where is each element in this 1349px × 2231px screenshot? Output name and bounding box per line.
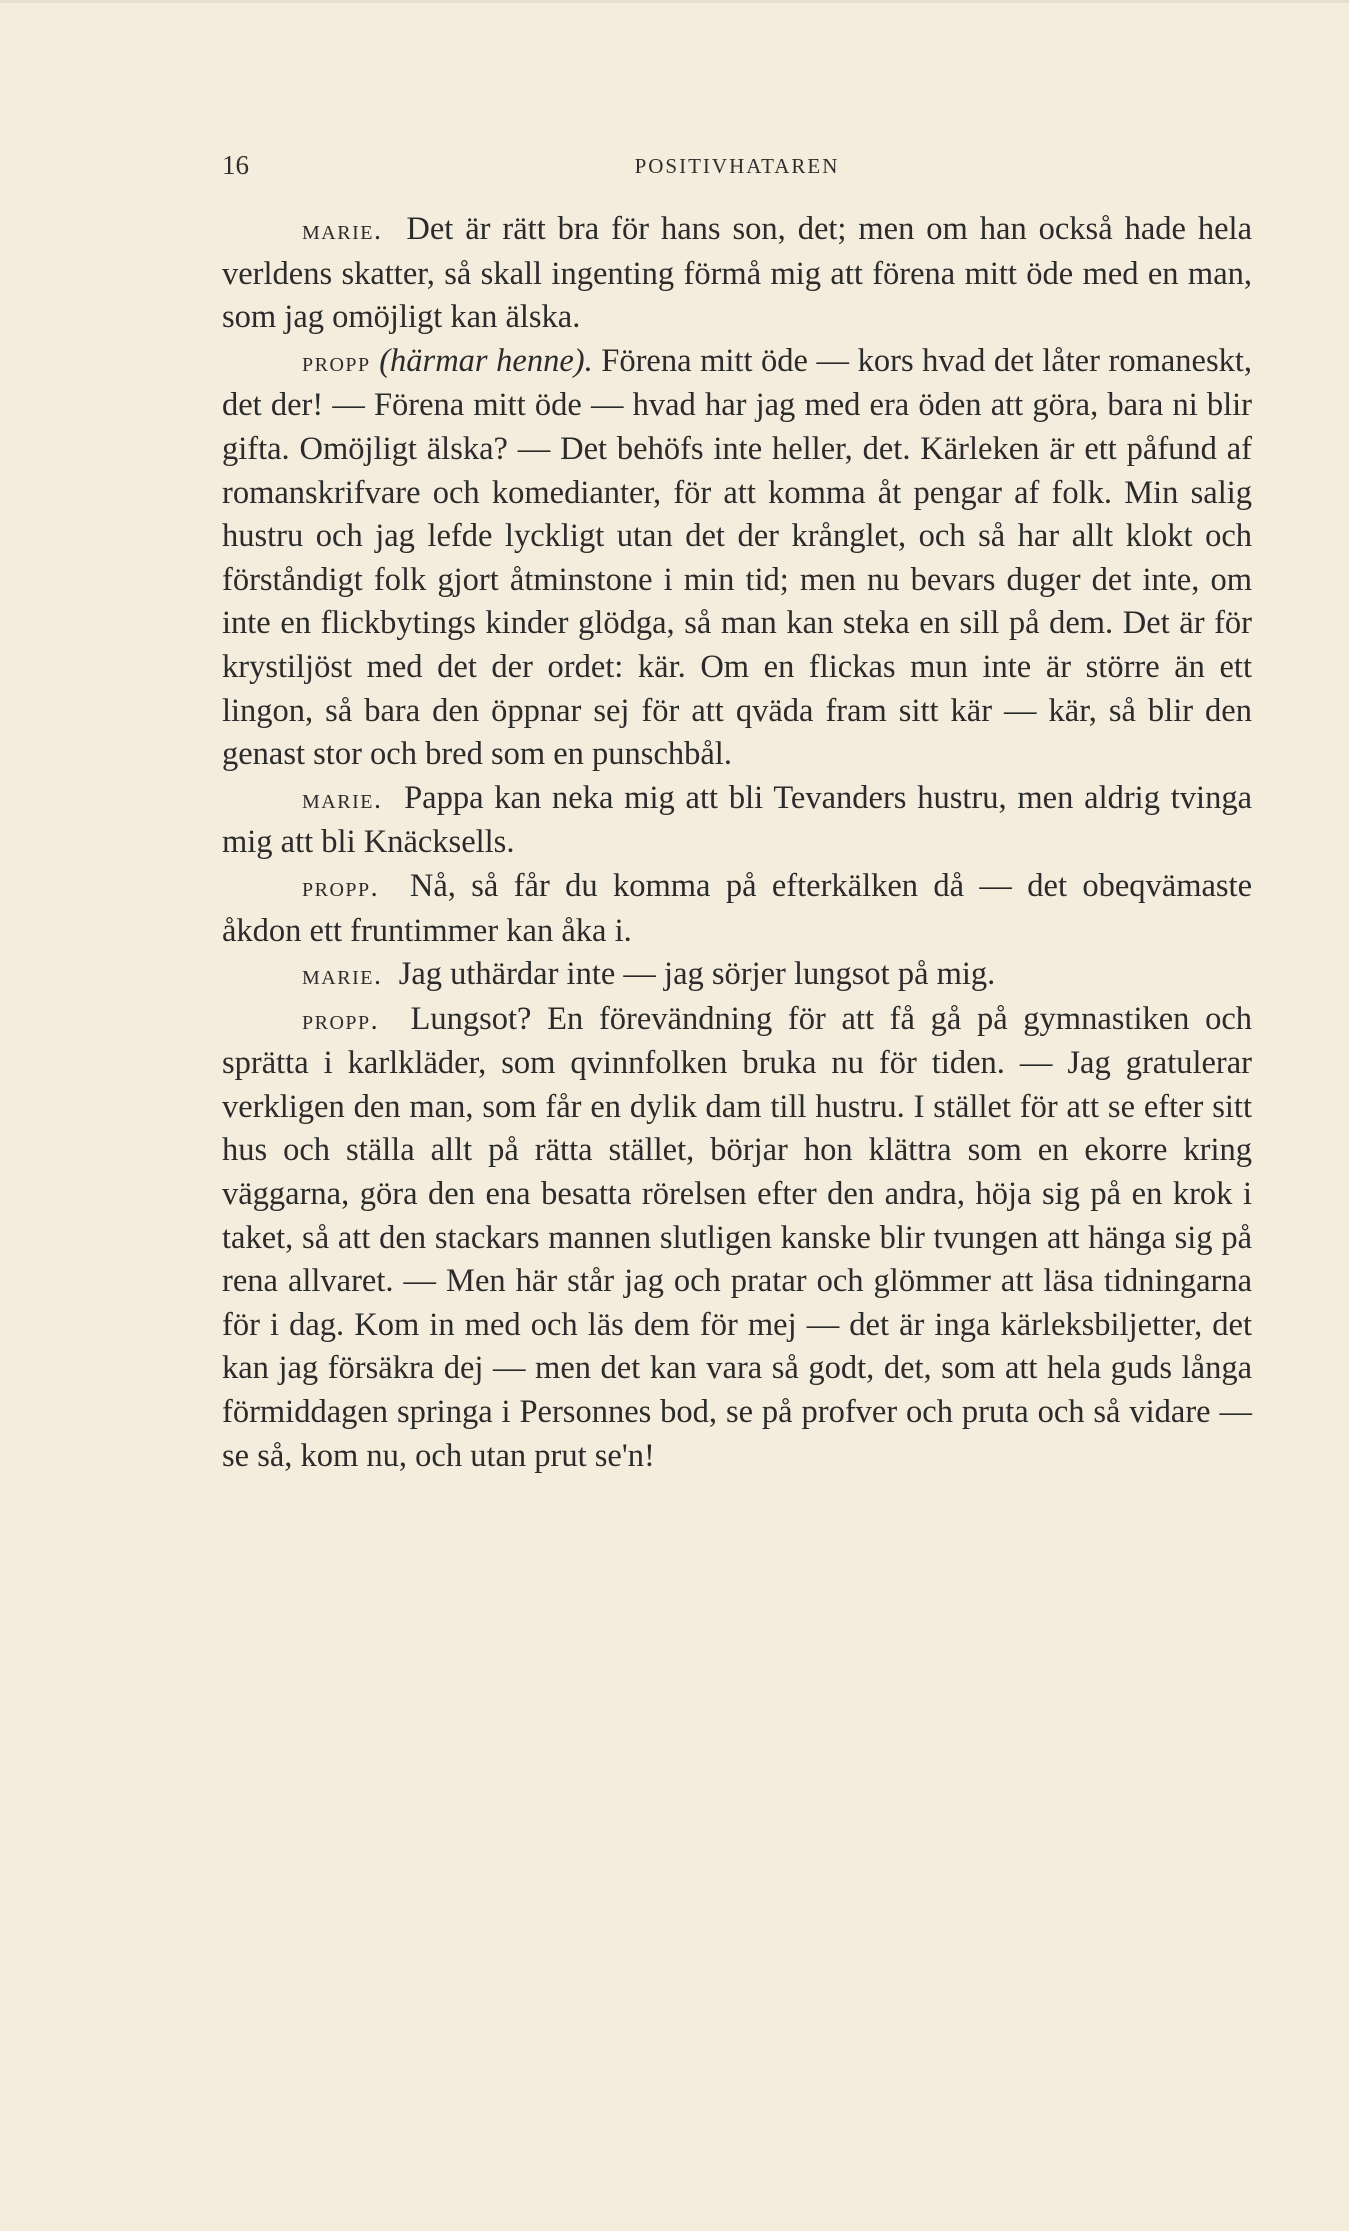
page-number: 16 xyxy=(222,150,249,180)
dialogue-paragraph xyxy=(222,340,1252,777)
dialogue-paragraph xyxy=(222,953,1252,998)
speaker-name: propp xyxy=(302,346,371,378)
speaker-name: marie. xyxy=(302,960,383,992)
speech-text: Nå, så får du komma på efterkälken då — det obeqvämaste åkdon ett fruntimmer kan åka i. xyxy=(222,867,1253,949)
dialogue-paragraph xyxy=(222,208,1252,340)
speech-text: Jag uthärdar inte — jag sörjer lungsot på mig. xyxy=(398,956,996,993)
speaker-name: propp. xyxy=(302,1004,380,1036)
speech-text: Pappa kan neka mig att bli Tevanders hustru, men aldrig tvinga mig att bli Knäcksells. xyxy=(222,779,1252,861)
dialogue-paragraph xyxy=(222,865,1252,953)
speaker-name: propp. xyxy=(302,871,380,903)
running-title: POSITIVHATAREN xyxy=(634,154,840,178)
speech-text: Lungsot? En förevändning för att få gå på gymnastiken och sprätta i karlkläder, som qvinnfolken bruka nu för tiden. — Jag gratulerar verkligen den man, som får en dylik dam till hustru. I stället för att se efter sitt hus och ställa allt på rätta stället, börjar hon klättra som en ekorre kring väggarna, göra den ena besatta rörelsen efter den andra, höja sig på en krok i taket, så att den stackars mannen slutligen kanske blir tvungen att hänga sig på rena allvaret. — Men här står jag och pratar och glömmer att läsa tidningarna för i dag. Kom in med och läs dem för mej — det är inga kärleksbiljetter, det kan jag försäkra dej — men det kan vara så godt, det, som att hela guds långa förmiddagen springa i Personnes bod, se på profver och pruta och så vidare — se så, kom nu, och utan prut se'n! xyxy=(222,1000,1253,1474)
speech-text: Förena mitt öde — kors hvad det låter romaneskt, det der! — Förena mitt öde — hvad har jag med era öden att göra, bara ni blir gifta. Omöjligt älska? — Det behöfs inte heller, det. Kärleken är ett påfund af romanskrifvare och komedianter, för att komma åt pengar af folk. Min salig hustru och jag lefde lyckligt utan det der krånglet, och så har allt klokt och förståndigt folk gjort åtminstone i min tid; men nu bevars duger det inte, om inte en flickbytings kinder glödga, så man kan steka en sill på dem. Det är för krystiljöst med det der ordet: kär. Om en flickas mun inte är större än ett lingon, så bara den öppnar sej för att qväda fram sitt kär — kär, så blir den genast stor och bred som en punschbål. xyxy=(222,342,1252,773)
page-header xyxy=(222,150,1252,190)
page-body xyxy=(222,208,1252,1478)
speaker-name: marie. xyxy=(302,783,383,815)
dialogue-paragraph xyxy=(222,777,1252,865)
dialogue-paragraph xyxy=(222,998,1252,1479)
speaker-name: marie. xyxy=(302,215,383,246)
speech-text: Det är rätt bra för hans son, det; men om han också hade hela verldens skatter, så skall ingenting förmå mig att förena mitt öde med en man, som jag omöjligt kan älska. xyxy=(222,211,1253,336)
stage-direction: (härmar henne). xyxy=(379,342,593,379)
